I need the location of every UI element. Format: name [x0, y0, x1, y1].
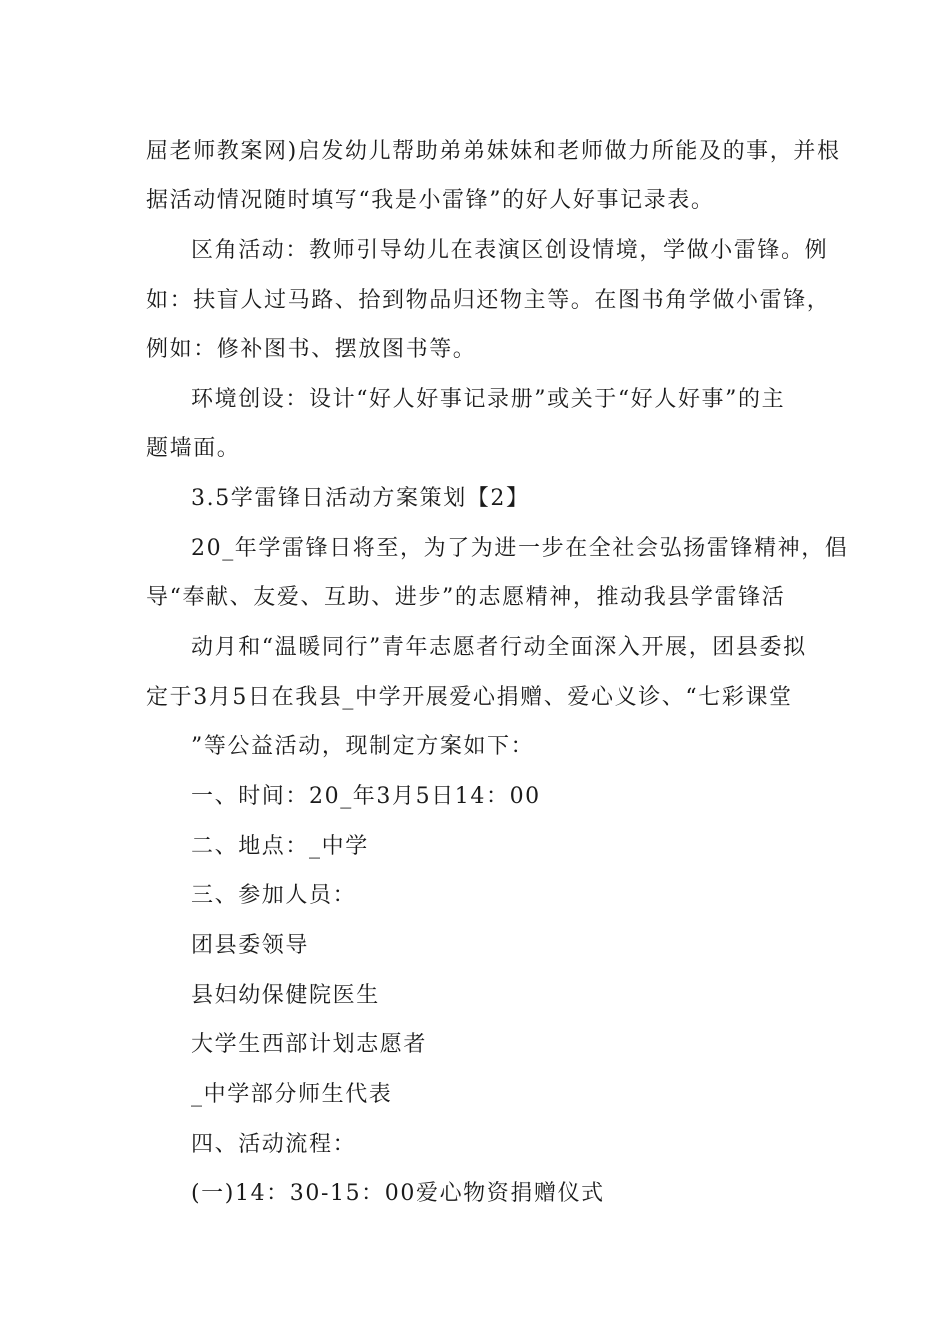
text-line-3: 区角活动：教师引导幼儿在表演区创设情境，学做小雷锋。例 [191, 238, 829, 263]
item-participants: 三、参加人员： [191, 883, 357, 908]
section-heading: 3.5学雷锋日活动方案策划【2】 [191, 486, 530, 511]
participant-1: 团县委领导 [191, 933, 310, 958]
item-time: 一、时间：20_年3月5日14：00 [191, 784, 541, 809]
participant-2: 县妇幼保健院医生 [191, 983, 380, 1008]
item-process: 四、活动流程： [191, 1132, 357, 1157]
text-line-13: ”等公益活动，现制定方案如下： [191, 734, 535, 759]
participant-3: 大学生西部计划志愿者 [191, 1032, 428, 1057]
text-line-12: 定于3月5日在我县_中学开展爱心捐赠、爱心义诊、“七彩课堂 [146, 685, 793, 710]
process-step-1: (一)14：30-15：00爱心物资捐赠仪式 [191, 1181, 605, 1206]
text-line-11: 动月和“温暖同行”青年志愿者行动全面深入开展，团县委拟 [191, 635, 807, 660]
text-line-10: 导“奉献、友爱、互助、进步”的志愿精神，推动我县学雷锋活 [146, 585, 786, 610]
text-line-9: 20_年学雷锋日将至，为了为进一步在全社会弘扬雷锋精神，倡 [191, 536, 849, 561]
text-line-4: 如：扶盲人过马路、拾到物品归还物主等。在图书角学做小雷锋， [146, 288, 831, 313]
text-line-1: 屈老师教案网)启发幼儿帮助弟弟妹妹和老师做力所能及的事，并根 [146, 139, 841, 164]
text-line-7: 题墙面。 [146, 436, 241, 461]
text-line-5: 例如：修补图书、摆放图书等。 [146, 337, 477, 362]
participant-4: _中学部分师生代表 [191, 1082, 393, 1107]
item-location: 二、地点：_中学 [191, 834, 369, 859]
text-line-2: 据活动情况随时填写“我是小雷锋”的好人好事记录表。 [146, 188, 715, 213]
text-line-6: 环境创设：设计“好人好事记录册”或关于“好人好事”的主 [191, 387, 786, 412]
